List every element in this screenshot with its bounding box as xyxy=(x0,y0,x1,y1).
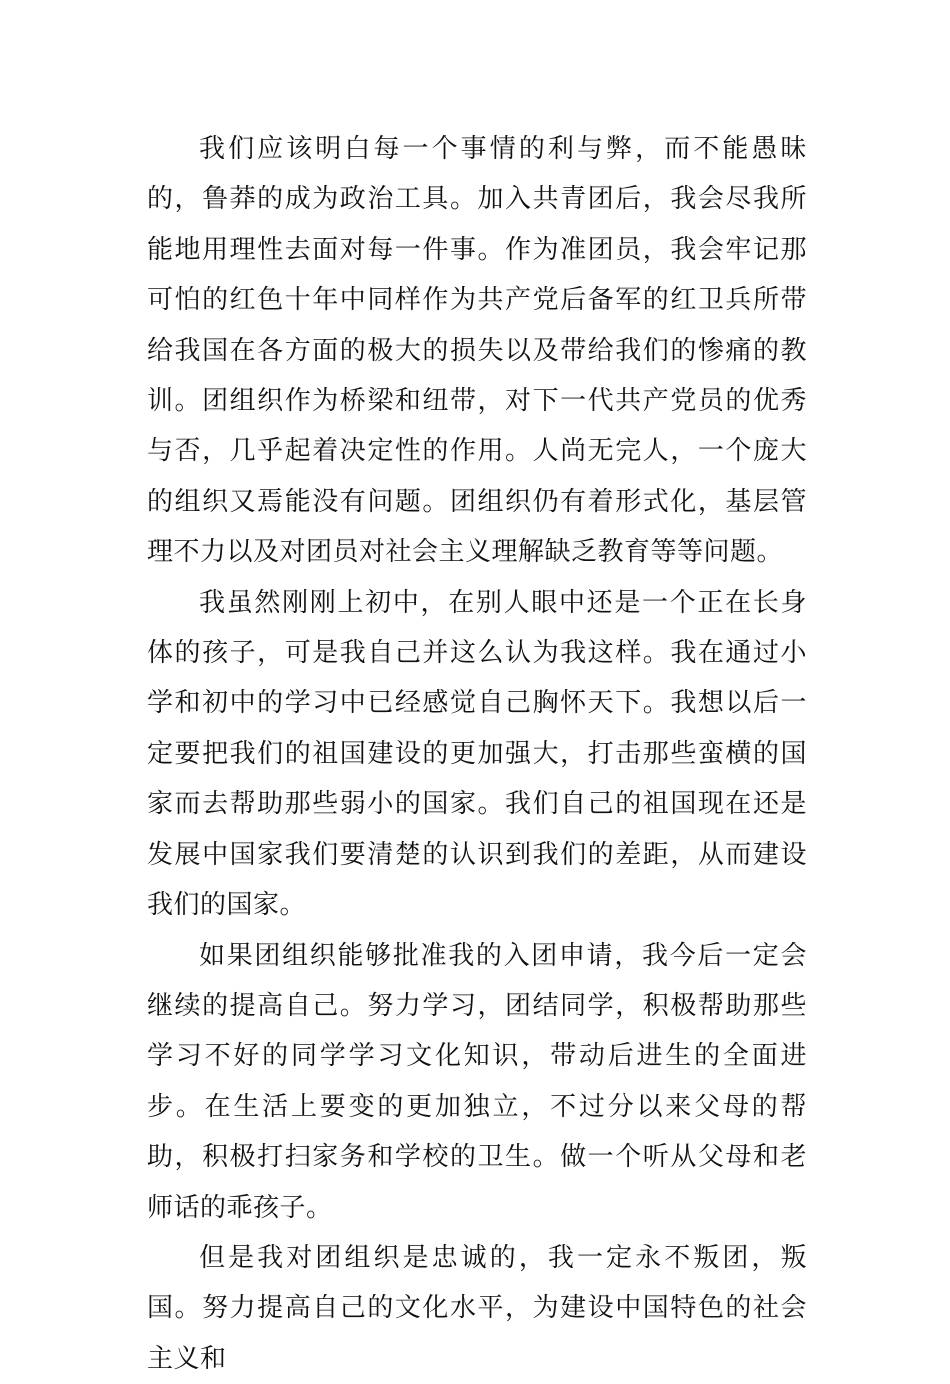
paragraph-2: 我虽然刚刚上初中，在别人眼中还是一个正在长身体的孩子，可是我自己并这么认为我这样。我在通过小学和初中的学习中已经感觉自己胸怀天下。我想以后一定要把我们的祖国建设的更加强大，打击那些蛮横的国家而去帮助那些弱小的国家。我们自己的祖国现在还是发展中国家我们要清楚的认识到我们的差距，从而建设我们的国家。 xyxy=(147,587,807,921)
paragraph-4: 但是我对团组织是忠诚的，我一定永不叛团，叛国。努力提高自己的文化水平，为建设中国特色的社会主义和 xyxy=(147,1242,807,1374)
document-body xyxy=(147,124,807,1384)
paragraph-3: 如果团组织能够批准我的入团申请，我今后一定会继续的提高自己。努力学习，团结同学，积极帮助那些学习不好的同学学习文化知识，带动后进生的全面进步。在生活上要变的更加独立，不过分以来父母的帮助，积极打扫家务和学校的卫生。做一个听从父母和老师话的乖孩子。 xyxy=(147,940,807,1223)
paragraph-1: 我们应该明白每一个事情的利与弊，而不能愚昧的，鲁莽的成为政治工具。加入共青团后，我会尽我所能地用理性去面对每一件事。作为准团员，我会牢记那可怕的红色十年中同样作为共产党后备军的红卫兵所带给我国在各方面的极大的损失以及带给我们的惨痛的教训。团组织作为桥梁和纽带，对下一代共产党员的优秀与否，几乎起着决定性的作用。人尚无完人，一个庞大的组织又焉能没有问题。团组织仍有着形式化，基层管理不力以及对团员对社会主义理解缺乏教育等等问题。 xyxy=(147,134,807,568)
